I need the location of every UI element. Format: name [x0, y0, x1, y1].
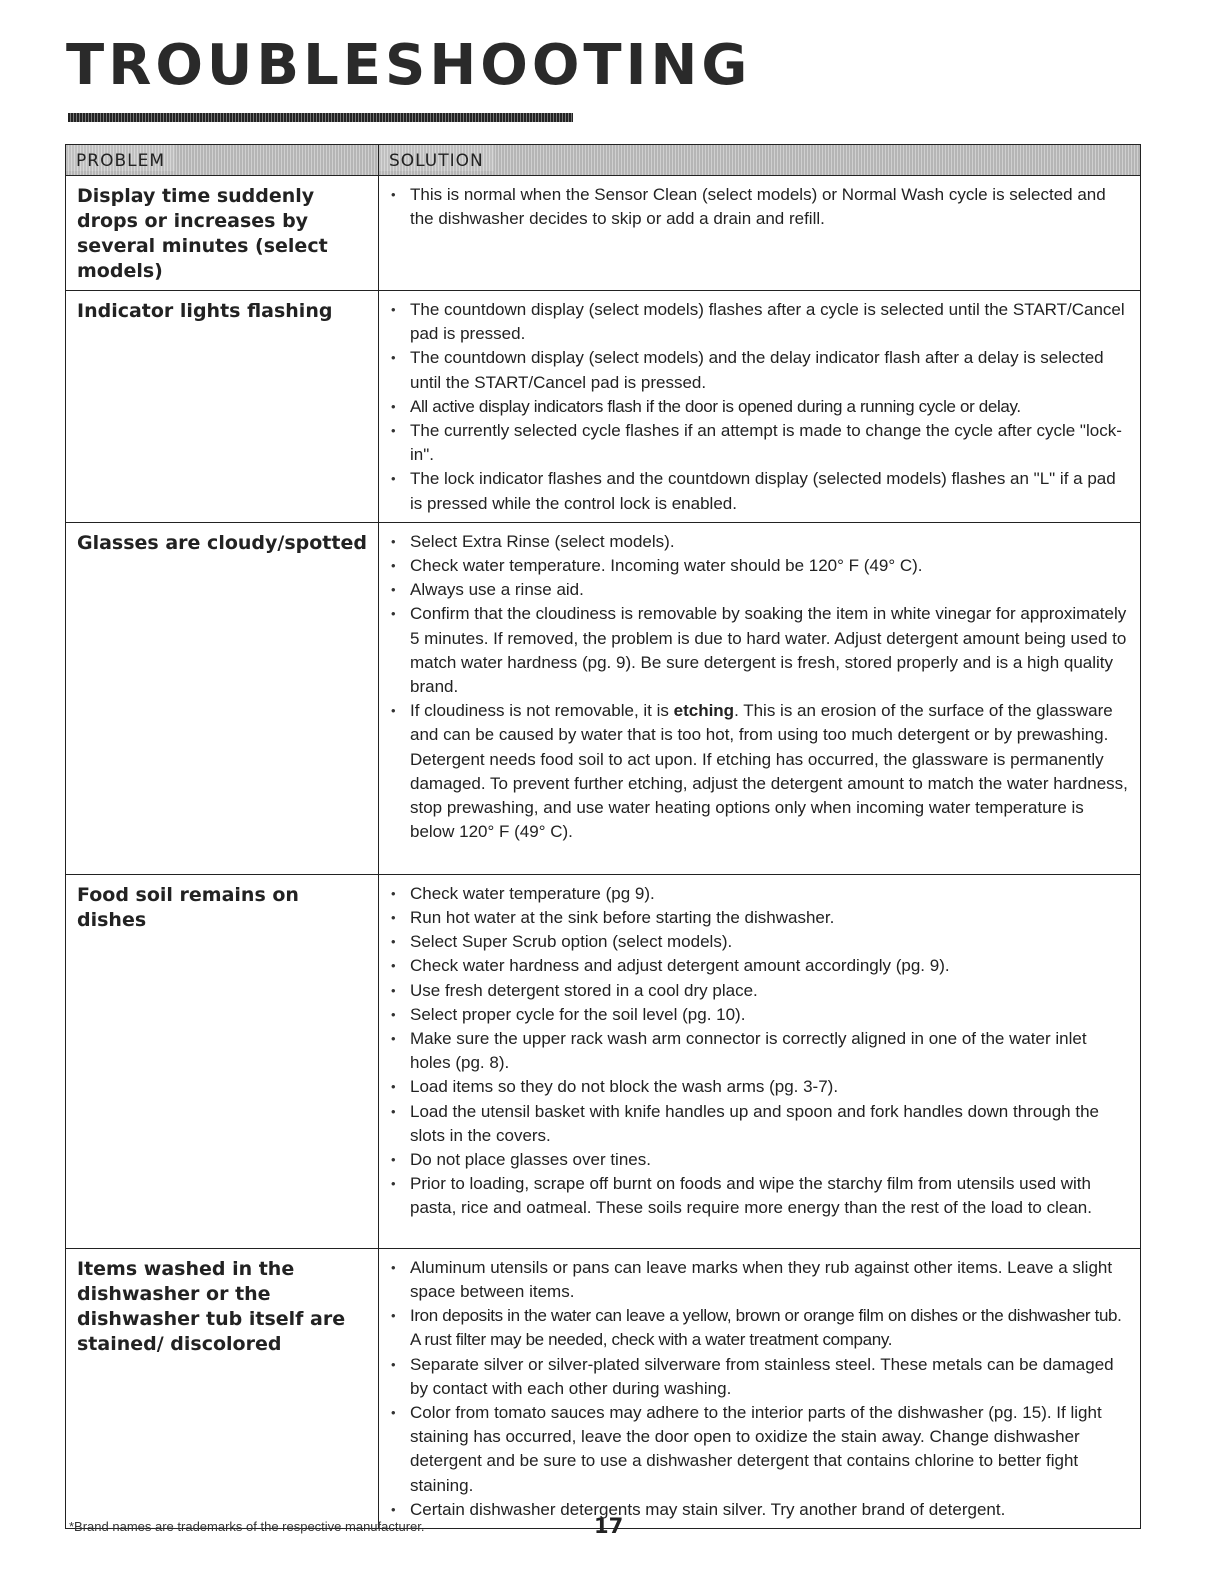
- table-row: [66, 291, 1141, 523]
- solution-item: • Check water temperature (pg 9).: [389, 882, 1130, 906]
- solution-item: • Always use a rinse aid.: [389, 578, 1130, 602]
- problem-cell: [66, 1248, 379, 1528]
- solution-cell: [379, 291, 1141, 523]
- table-row: [66, 1248, 1141, 1528]
- solution-item: • The currently selected cycle flashes if an attempt is made to change the cycle after cycle "lock-in".: [389, 419, 1130, 467]
- solution-item: • Use fresh detergent stored in a cool dry place.: [389, 979, 1130, 1003]
- problem-cell: [66, 291, 379, 523]
- solution-header: SOLUTION: [379, 145, 1141, 176]
- problem-header: PROBLEM: [66, 145, 379, 176]
- solution-cell: [379, 1248, 1141, 1528]
- solution-item: • Do not place glasses over tines.: [389, 1148, 1130, 1172]
- solution-item: • Aluminum utensils or pans can leave marks when they rub against other items. Leave a slight space between items.: [389, 1256, 1130, 1304]
- solution-item: • Load items so they do not block the wash arms (pg. 3-7).: [389, 1075, 1130, 1099]
- solution-item: • Prior to loading, scrape off burnt on foods and wipe the starchy film from utensils used with pasta, rice and oatmeal. These soils require more energy than the rest of the load to clean.: [389, 1172, 1130, 1220]
- table-row: [66, 176, 1141, 291]
- solution-item: • Confirm that the cloudiness is removable by soaking the item in white vinegar for approximately 5 minutes. If removed, the problem is due to hard water. Adjust detergent amount being used to match water hardness (pg. 9). Be sure detergent is fresh, stored properly and is a high quality brand.: [389, 602, 1130, 699]
- table-row: [66, 522, 1141, 874]
- solution-item: • The countdown display (select models) and the delay indicator flash after a delay is selected until the START/Cancel pad is pressed.: [389, 346, 1130, 394]
- solution-item: • Make sure the upper rack wash arm connector is correctly aligned in one of the water inlet holes (pg. 8).: [389, 1027, 1130, 1075]
- solution-item: • Check water hardness and adjust detergent amount accordingly (pg. 9).: [389, 954, 1130, 978]
- table-row: [66, 874, 1141, 1248]
- solution-item: • Iron deposits in the water can leave a yellow, brown or orange film on dishes or the dishwasher tub. A rust filter may be needed, check with a water treatment company.: [389, 1304, 1130, 1352]
- solution-item: • The lock indicator flashes and the countdown display (selected models) flashes an "L" if a pad is pressed while the control lock is enabled.: [389, 467, 1130, 515]
- problem-text: Indicator lights flashing: [77, 300, 333, 322]
- problem-text: Glasses are cloudy/spotted: [77, 531, 367, 554]
- table-header-row: [66, 145, 1141, 176]
- solution-item: • If cloudiness is not removable, it is etching. This is an erosion of the surface of the glassware and can be caused by water that is too hot, from using too much detergent or by prewashing. Detergent needs food soil to act upon. If etching has occurred, the glassware is permanently damaged. To prevent further etching, adjust the detergent amount to match the water hardness, stop prewashing, and use water heating options only when incoming water temperature is below 120° F (49° C).: [389, 699, 1130, 844]
- problem-text: Food soil remains on dishes: [77, 883, 299, 931]
- solution-item: • All active display indicators flash if the door is opened during a running cycle or delay.: [389, 395, 1130, 419]
- footnote: *Brand names are trademarks of the respective manufacturer.: [69, 1519, 425, 1534]
- problem-cell: [66, 522, 379, 874]
- solution-item: • The countdown display (select models) flashes after a cycle is selected until the START/Cancel pad is pressed.: [389, 298, 1130, 346]
- problem-cell: [66, 874, 379, 1248]
- solution-item: • Select Super Scrub option (select models).: [389, 930, 1130, 954]
- solution-cell: [379, 522, 1141, 874]
- solution-cell: [379, 874, 1141, 1248]
- solution-cell: [379, 176, 1141, 291]
- troubleshooting-table: [65, 144, 1141, 1529]
- solution-item: • This is normal when the Sensor Clean (select models) or Normal Wash cycle is selected and the dishwasher decides to skip or add a drain and refill.: [389, 183, 1130, 231]
- solution-item: • Select proper cycle for the soil level (pg. 10).: [389, 1003, 1130, 1027]
- solution-item: • Load the utensil basket with knife handles up and spoon and fork handles down through the slots in the covers.: [389, 1100, 1130, 1148]
- solution-item: • Color from tomato sauces may adhere to the interior parts of the dishwasher (pg. 15). If light staining has occurred, leave the door open to oxidize the stain away. Change dishwasher detergent and be sure to use a dishwasher detergent that contains chlorine to better fight staining.: [389, 1401, 1130, 1498]
- solution-item: • Certain dishwasher detergents may stain silver. Try another brand of detergent.: [389, 1498, 1130, 1522]
- solution-item: • Check water temperature. Incoming water should be 120° F (49° C).: [389, 554, 1130, 578]
- solution-item: • Separate silver or silver-plated silverware from stainless steel. These metals can be damaged by contact with each other during washing.: [389, 1353, 1130, 1401]
- title-underline: [68, 113, 573, 122]
- page-number: 17: [594, 1514, 624, 1538]
- problem-cell: [66, 176, 379, 291]
- solution-item: • Run hot water at the sink before starting the dishwasher.: [389, 906, 1130, 930]
- problem-text: Items washed in the dishwasher or the dishwasher tub itself are stained/ discolored: [77, 1257, 346, 1355]
- page-title: TROUBLESHOOTING: [66, 33, 752, 98]
- problem-text: Display time suddenly drops or increases by several minutes (select models): [77, 185, 328, 282]
- solution-item: • Select Extra Rinse (select models).: [389, 530, 1130, 554]
